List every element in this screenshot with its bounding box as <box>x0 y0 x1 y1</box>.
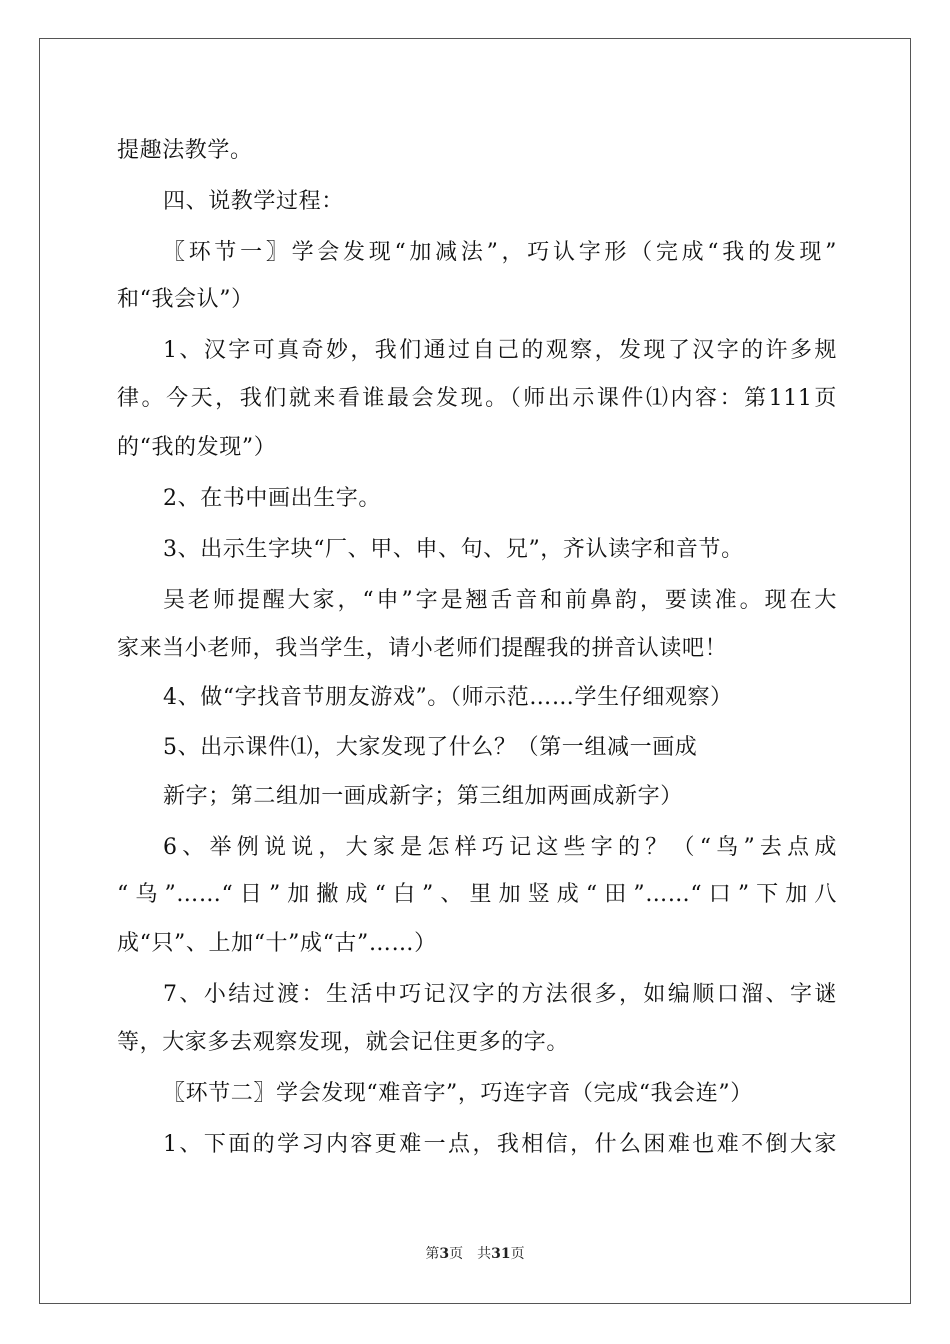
text-line: 6、举例说说，大家是怎样巧记这些字的？（“鸟”去点成 <box>163 835 837 860</box>
text-line: 1、下面的学习内容更难一点，我相信，什么困难也难不倒大家 <box>163 1132 837 1157</box>
footer-page-word: 页 <box>449 1246 464 1262</box>
text-line: 家来当小老师，我当学生，请小老师们提醒我的拼音认读吧！ <box>117 636 728 661</box>
text-line: 提趣法教学。 <box>117 138 253 163</box>
text-line: 4、做“字找音节朋友游戏”。（师示范……学生仔细观察） <box>163 685 733 710</box>
page-footer <box>0 1244 950 1264</box>
text-line: 〖环节一〗学会发现“加减法”，巧认字形（完成“我的发现” <box>163 240 837 265</box>
page-border <box>39 38 911 1304</box>
text-line: 四、说教学过程： <box>163 189 344 214</box>
text-line: 吴老师提醒大家，“申”字是翘舌音和前鼻韵，要读准。现在大 <box>163 588 837 613</box>
text-line: 新字；第二组加一画成新字；第三组加两画成新字） <box>163 784 683 809</box>
footer-total-suffix: 页 <box>510 1246 525 1262</box>
text-line: 〖环节二〗学会发现“难音字”，巧连字音（完成“我会连”） <box>163 1081 753 1106</box>
text-line: 等，大家多去观察发现，就会记住更多的字。 <box>117 1030 570 1055</box>
text-line: 7、小结过渡：生活中巧记汉字的方法很多，如编顺口溜、字谜 <box>163 982 837 1007</box>
total-page-number: 31 <box>491 1246 511 1262</box>
text-line: 成“只”、上加“十”成“古”……） <box>117 931 437 956</box>
text-line: 律。今天，我们就来看谁最会发现。（师出示课件⑴内容：第111页 <box>117 386 837 411</box>
footer-total-prefix: 共 <box>477 1246 492 1262</box>
text-line: 2、在书中画出生字。 <box>163 486 381 511</box>
text-line: 和“我会认”） <box>117 287 254 312</box>
text-line: 1、汉字可真奇妙，我们通过自己的观察，发现了汉字的许多规 <box>163 338 837 363</box>
text-line: 3、出示生字块“厂、甲、申、句、兄”，齐认读字和音节。 <box>163 537 744 562</box>
text-line: 5、出示课件⑴，大家发现了什么？（第一组减一画成 <box>163 735 698 760</box>
text-line: 的“我的发现”） <box>117 435 277 460</box>
footer-prefix: 第 <box>425 1246 440 1262</box>
current-page-number: 3 <box>439 1246 450 1262</box>
text-line: “乌”……“日”加撇成“白”、里加竖成“田”……“口”下加八 <box>117 882 837 907</box>
